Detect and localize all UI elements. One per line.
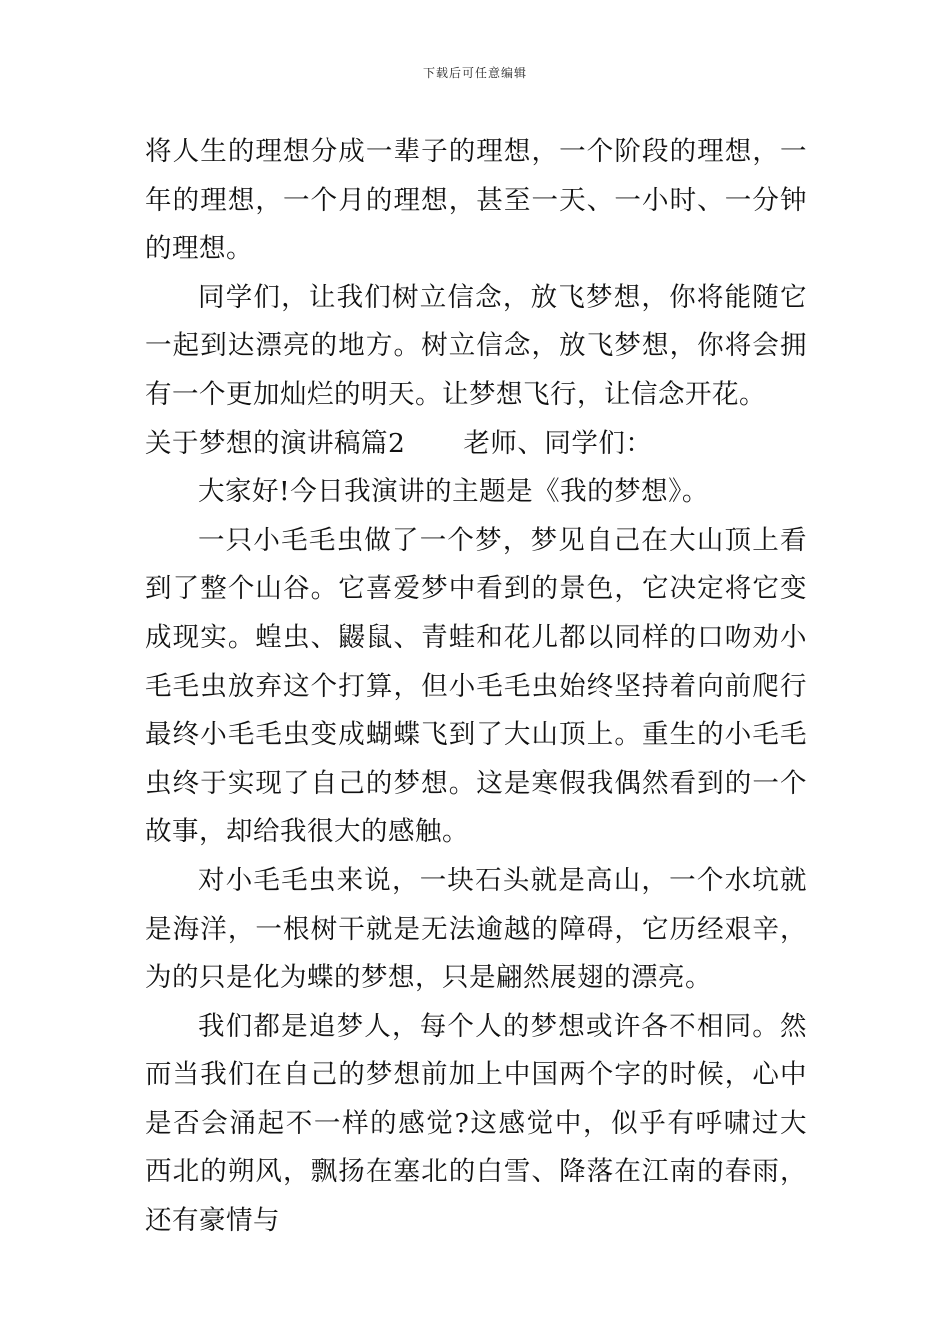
page-header-note: 下载后可任意编辑 xyxy=(422,66,527,80)
paragraph-4: 一只小毛毛虫做了一个梦，梦见自己在大山顶上看到了整个山谷。它喜爱梦中看到的景色，它决定将它变成现实。蝗虫、鼹鼠、青蛙和花儿都以同样的口吻劝小毛毛虫放弃这个打算，但小毛毛虫始终坚持着向前爬行最终小毛毛虫变成蝴蝶飞到了大山顶上。重生的小毛毛虫终于实现了自己的梦想。这是寒假我偶然看到的一个故事，却给我很大的感触。 xyxy=(145,524,807,848)
section-heading-line xyxy=(145,420,807,469)
paragraph-2: 同学们，让我们树立信念，放飞梦想，你将能随它一起到达漂亮的地方。树立信念，放飞梦想，你将会拥有一个更加灿烂的明天。让梦想飞行，让信念开花。 xyxy=(145,281,807,410)
salutation: 老师、同学们： xyxy=(463,427,653,459)
paragraph-5: 对小毛毛虫来说，一块石头就是高山，一个水坑就是海洋，一根树干就是无法逾越的障碍，它历经艰辛，为的只是化为蝶的梦想，只是翩然展翅的漂亮。 xyxy=(145,864,807,994)
document-body xyxy=(145,128,807,1246)
paragraph-6: 我们都是追梦人，每个人的梦想或许各不相同。然而当我们在自己的梦想前加上中国两个字的时候，心中是否会涌起不一样的感觉?这感觉中，似乎有呼啸过大西北的朔风，飘扬在塞北的白雪、降落在江南的春雨，还有豪情与 xyxy=(145,1010,807,1237)
section-title: 关于梦想的演讲稿篇2 xyxy=(145,427,406,459)
paragraph-1: 将人生的理想分成一辈子的理想，一个阶段的理想，一年的理想，一个月的理想，甚至一天、一小时、一分钟的理想。 xyxy=(145,136,807,265)
paragraph-3: 大家好!今日我演讲的主题是《我的梦想》。 xyxy=(198,476,709,508)
